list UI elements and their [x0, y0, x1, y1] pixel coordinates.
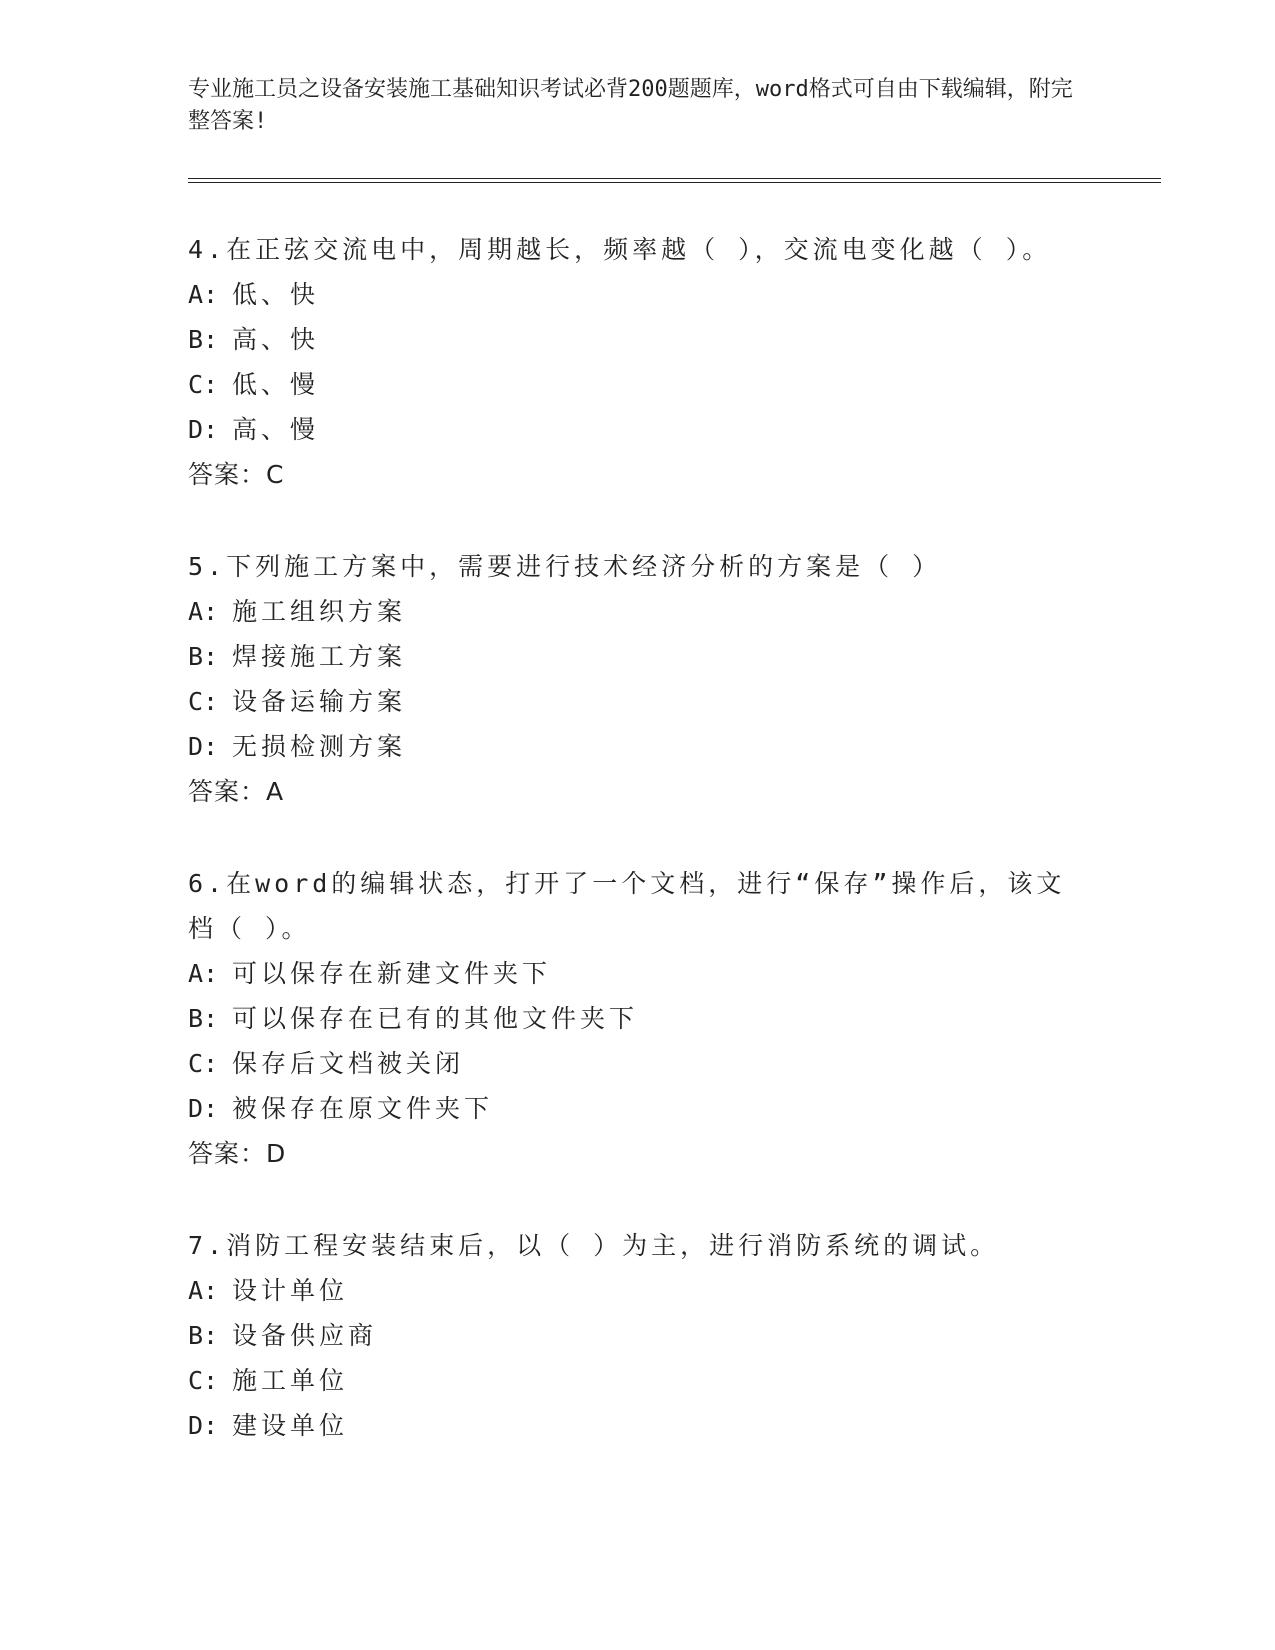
option-text: 设备运输方案: [232, 687, 407, 716]
option-text: 设备供应商: [232, 1321, 378, 1350]
header-divider: [188, 178, 1161, 183]
option-label: C:: [188, 370, 219, 399]
option-b: [188, 317, 1088, 362]
question-block: [188, 227, 1088, 497]
option-label: A:: [188, 1276, 219, 1305]
answer-line: 答案：C: [188, 460, 285, 489]
option-text: 高、慢: [232, 415, 320, 444]
option-b: [188, 1313, 1088, 1358]
option-c: [188, 679, 1088, 724]
option-a: [188, 1268, 1088, 1313]
option-a: [188, 951, 1088, 996]
option-text: 设计单位: [232, 1276, 349, 1305]
option-c: [188, 362, 1088, 407]
option-a: [188, 589, 1088, 634]
option-label: C:: [188, 687, 219, 716]
question-stem: 7.消防工程安装结束后，以（ ）为主，进行消防系统的调试。: [188, 1231, 1000, 1260]
option-text: 焊接施工方案: [232, 642, 407, 671]
question-stem: 4.在正弦交流电中，周期越长，频率越（ ），交流电变化越（ ）。: [188, 235, 1052, 264]
option-label: B:: [188, 1004, 219, 1033]
option-a: [188, 272, 1088, 317]
answer-line: 答案：D: [188, 1139, 287, 1168]
option-label: C:: [188, 1049, 219, 1078]
option-text: 可以保存在已有的其他文件夹下: [232, 1004, 639, 1033]
option-label: B:: [188, 642, 219, 671]
option-d: [188, 1403, 1088, 1448]
option-text: 施工单位: [232, 1366, 349, 1395]
option-d: [188, 1086, 1088, 1131]
option-b: [188, 634, 1088, 679]
option-label: D:: [188, 415, 219, 444]
document-header: [188, 74, 1088, 138]
question-stem: 6.在word的编辑状态，打开了一个文档，进行“保存”操作后，该文档（ ）。: [188, 869, 1066, 943]
option-label: A:: [188, 959, 219, 988]
option-text: 可以保存在新建文件夹下: [232, 959, 552, 988]
option-d: [188, 724, 1088, 769]
option-c: [188, 1041, 1088, 1086]
question-block: [188, 544, 1088, 814]
option-c: [188, 1358, 1088, 1403]
option-label: B:: [188, 325, 219, 354]
option-text: 施工组织方案: [232, 597, 407, 626]
option-text: 无损检测方案: [232, 732, 407, 761]
option-label: D:: [188, 732, 219, 761]
option-text: 保存后文档被关闭: [232, 1049, 465, 1078]
option-label: A:: [188, 280, 219, 309]
option-label: B:: [188, 1321, 219, 1350]
question-block: [188, 861, 1088, 1176]
option-text: 建设单位: [232, 1411, 349, 1440]
option-text: 低、快: [232, 280, 320, 309]
option-text: 高、快: [232, 325, 320, 354]
option-label: C:: [188, 1366, 219, 1395]
document-title: 专业施工员之设备安装施工基础知识考试必背200题题库，word格式可自由下载编辑，附完整答案!: [188, 77, 1073, 134]
option-text: 被保存在原文件夹下: [232, 1094, 494, 1123]
question-stem: 5.下列施工方案中，需要进行技术经济分析的方案是（ ）: [188, 552, 942, 581]
option-label: D:: [188, 1094, 219, 1123]
option-text: 低、慢: [232, 370, 320, 399]
option-label: D:: [188, 1411, 219, 1440]
option-label: A:: [188, 597, 219, 626]
option-b: [188, 996, 1088, 1041]
answer-line: 答案：A: [188, 777, 285, 806]
option-d: [188, 407, 1088, 452]
question-block: [188, 1223, 1088, 1448]
